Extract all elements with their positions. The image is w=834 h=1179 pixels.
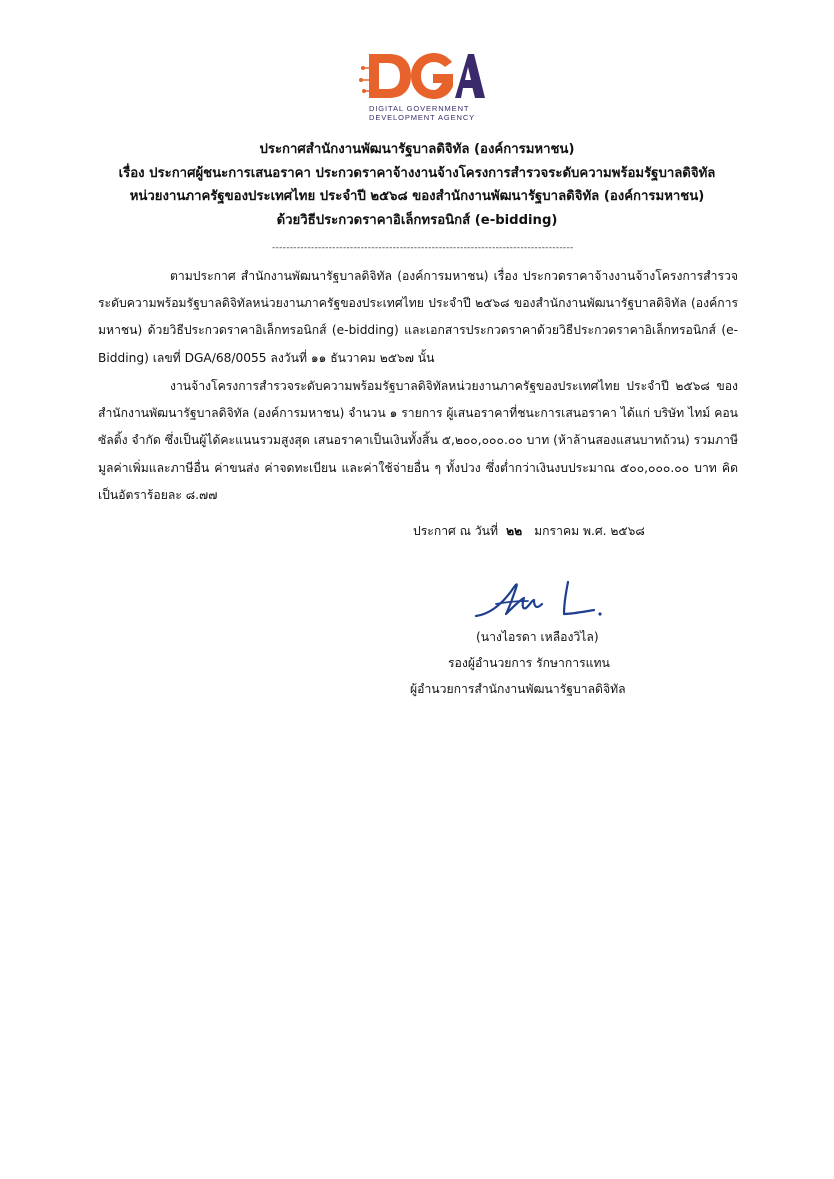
announcement-title xyxy=(90,138,744,232)
title-line-3: หน่วยงานภาครัฐของประเทศไทย ประจำปี ๒๕๖๘ ของสำนักงานพัฒนารัฐบาลดิจิทัล (องค์การมหาชน) xyxy=(129,189,705,204)
announcement-day: ๒๒ xyxy=(506,524,523,538)
title-separator: ------------------------------------------------------------------------------------- xyxy=(272,243,574,253)
signatory-position-2: ผู้อำนวยการสำนักงานพัฒนารัฐบาลดิจิทัล xyxy=(410,682,626,696)
signatory-name: (นางไอรดา เหลืองวิไล) xyxy=(476,630,599,644)
body-paragraph-1 xyxy=(98,263,738,372)
logo-text-line1: DIGITAL GOVERNMENT xyxy=(369,104,470,113)
title-line-4: ด้วยวิธีประกวดราคาอิเล็กทรอนิกส์ (e-bidding) xyxy=(276,212,558,228)
body-paragraph-1-text: ตามประกาศ สำนักงานพัฒนารัฐบาลดิจิทัล (องค์การมหาชน) เรื่อง ประกวดราคาจ้างงานจ้างโครงการสำรวจระดับความพร้อมรัฐบาลดิจิทัลหน่วยงานภาครัฐของประเทศไทย ประจำปี ๒๕๖๘ ของสำนักงานพัฒนารัฐบาลดิจิทัล (องค์การมหาชน) ด้วยวิธีประกวดราคาอิเล็กทรอนิกส์ (e-bidding) และเอกสารประกวดราคาด้วยวิธีประกวดราคาอิเล็กทรอนิกส์ (e-Bidding) เลขที่ DGA/68/0055 ลงวันที่ ๑๑ ธันวาคม ๒๕๖๗ นั้น xyxy=(98,269,738,365)
dga-logo xyxy=(355,48,485,124)
announcement-date-prefix: ประกาศ ณ วันที่ xyxy=(413,524,499,538)
body-paragraph-2 xyxy=(98,373,738,509)
dga-logo-mark xyxy=(355,48,485,104)
logo-text-line2: DEVELOPMENT AGENCY xyxy=(369,113,476,122)
announcement-date xyxy=(413,521,645,541)
title-line-1: ประกาศสำนักงานพัฒนารัฐบาลดิจิทัล (องค์การมหาชน) xyxy=(259,142,575,157)
announcement-month-year: มกราคม พ.ศ. ๒๕๖๘ xyxy=(534,524,645,538)
handwritten-signature xyxy=(472,574,612,624)
title-line-2: เรื่อง ประกาศผู้ชนะการเสนอราคา ประกวดราคาจ้างงานจ้างโครงการสำรวจระดับความพร้อมรัฐบาลดิจิทัล xyxy=(118,165,716,181)
body-paragraph-2-text: งานจ้างโครงการสำรวจระดับความพร้อมรัฐบาลดิจิทัลหน่วยงานภาครัฐของประเทศไทย ประจำปี ๒๕๖๘ ของสำนักงานพัฒนารัฐบาลดิจิทัล (องค์การมหาชน) จำนวน ๑ รายการ ผู้เสนอราคาที่ชนะการเสนอราคา ได้แก่ บริษัท ไทม์ คอนซัลติ้ง จำกัด ซึ่งเป็นผู้ได้คะแนนรวมสูงสุด เสนอราคาเป็นเงินทั้งสิ้น ๕,๒๐๐,๐๐๐.๐๐ บาท (ห้าล้านสองแสนบาทถ้วน) รวมภาษีมูลค่าเพิ่มและภาษีอื่น ค่าขนส่ง ค่าจดทะเบียน และค่าใช้จ่ายอื่น ๆ ทั้งปวง ซึ่งต่ำกว่าเงินงบประมาณ ๕๐๐,๐๐๐.๐๐ บาท คิดเป็นอัตราร้อยละ ๘.๗๗ xyxy=(98,379,738,502)
signatory-position-1: รองผู้อำนวยการ รักษาการแทน xyxy=(448,656,610,670)
